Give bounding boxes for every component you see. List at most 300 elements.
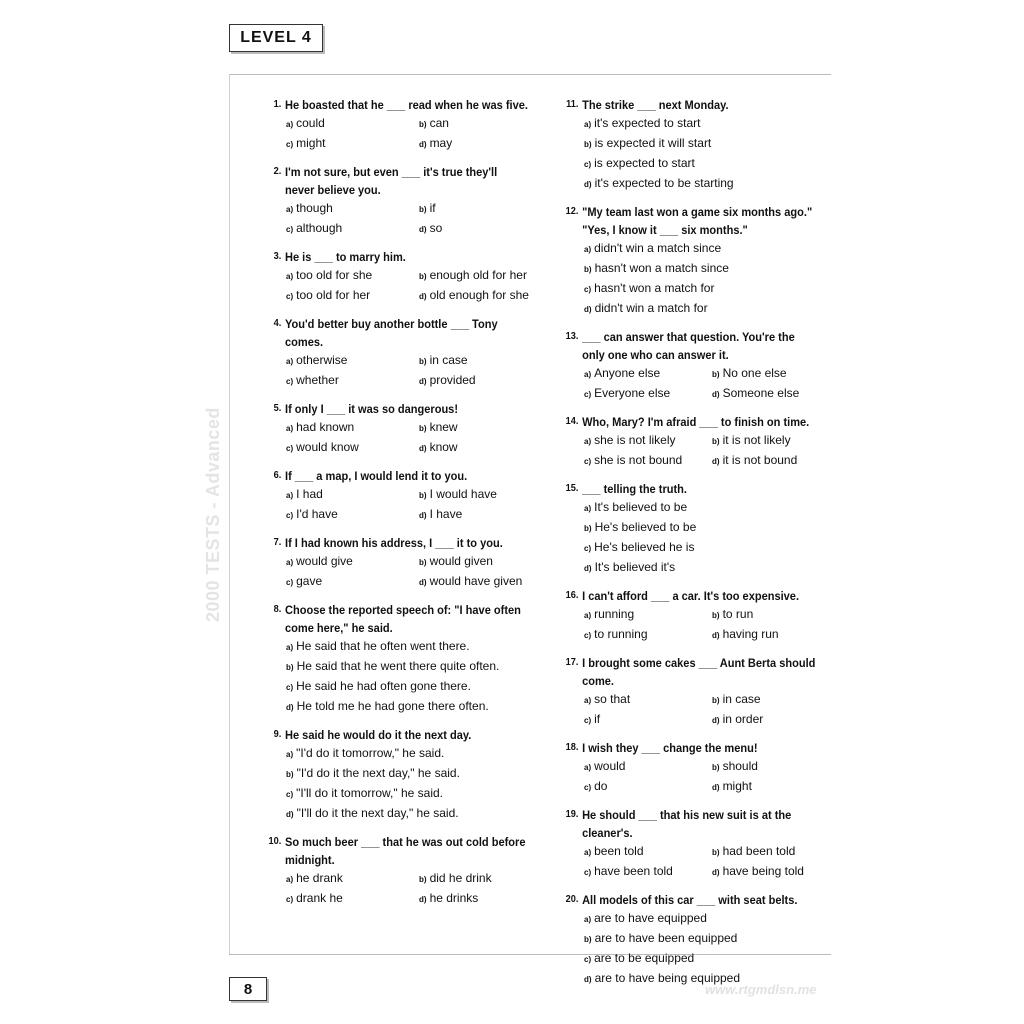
answer-option	[584, 929, 840, 949]
option-letter: d)	[584, 975, 592, 984]
option-text: "I'll do it the next day," he said.	[296, 806, 459, 820]
question-number: 13.	[565, 331, 579, 342]
option-letter: c)	[584, 716, 592, 725]
question-item	[560, 480, 840, 578]
question-stem	[262, 534, 529, 552]
option-text: having run	[722, 627, 779, 641]
answer-option	[419, 134, 552, 154]
question-number: 7.	[273, 537, 282, 548]
option-letter: c)	[286, 225, 294, 234]
option-letter: a)	[286, 272, 294, 281]
option-letter: d)	[712, 868, 720, 877]
question-number: 8.	[273, 604, 282, 615]
answer-option	[584, 558, 840, 578]
option-letter: b)	[712, 696, 720, 705]
answer-option	[286, 889, 419, 909]
answer-option	[286, 286, 419, 306]
option-text: so that	[594, 692, 631, 706]
option-letter: c)	[584, 631, 592, 640]
option-letter: b)	[286, 663, 294, 672]
option-letter: a)	[286, 424, 294, 433]
question-stem	[560, 480, 818, 498]
answer-option	[286, 697, 552, 717]
option-letter: b)	[419, 205, 427, 214]
question-text: ___ can answer that question. You're the only one who can answer it.	[582, 330, 795, 362]
answer-option	[419, 219, 552, 239]
answer-option	[286, 572, 419, 592]
option-text: knew	[429, 420, 458, 434]
answer-option	[712, 862, 840, 882]
answer-options	[262, 199, 552, 239]
option-letter: c)	[584, 390, 592, 399]
option-text: know	[429, 440, 458, 454]
answer-option	[286, 744, 552, 764]
option-letter: d)	[712, 631, 720, 640]
option-text: might	[722, 779, 752, 793]
question-item	[262, 96, 552, 154]
option-text: hasn't won a match since	[594, 261, 729, 275]
question-text: So much beer ___ that he was out cold before midnight.	[285, 835, 526, 867]
option-letter: a)	[286, 491, 294, 500]
answer-option	[419, 485, 552, 505]
question-text: All models of this car ___ with seat belts.	[582, 893, 798, 907]
option-letter: c)	[286, 444, 294, 453]
answer-option	[286, 505, 419, 525]
option-text: too old for she	[296, 268, 373, 282]
footer-url: www.rtgmdlsn.me	[705, 982, 817, 997]
option-letter: d)	[419, 140, 427, 149]
question-text: You'd better buy another bottle ___ Tony comes.	[285, 317, 498, 349]
question-text: I'm not sure, but even ___ it's true they'll never believe you.	[285, 165, 498, 197]
option-text: if	[429, 201, 436, 215]
option-letter: c)	[584, 955, 592, 964]
question-item	[560, 328, 840, 404]
option-letter: d)	[419, 292, 427, 301]
answer-option	[286, 869, 419, 889]
question-number: 9.	[273, 729, 282, 740]
question-item	[262, 726, 552, 824]
answer-options	[262, 418, 552, 458]
option-text: I have	[429, 507, 463, 521]
option-text: "I'd do it the next day," he said.	[296, 766, 460, 780]
option-letter: b)	[419, 491, 427, 500]
answer-option	[419, 199, 552, 219]
option-text: would	[594, 759, 626, 773]
option-text: would give	[296, 554, 353, 568]
option-text: "I'd do it tomorrow," he said.	[296, 746, 445, 760]
option-text: have been told	[594, 864, 673, 878]
answer-options	[560, 498, 840, 578]
option-text: would know	[296, 440, 359, 454]
option-letter: d)	[584, 564, 592, 573]
answer-option	[286, 657, 552, 677]
option-text: can	[429, 116, 449, 130]
question-item	[560, 739, 840, 797]
option-text: she is not likely	[594, 433, 676, 447]
option-text: whether	[296, 373, 339, 387]
option-text: I had	[296, 487, 323, 501]
option-letter: b)	[419, 120, 427, 129]
question-item	[560, 654, 840, 730]
answer-option	[712, 451, 840, 471]
option-text: I would have	[429, 487, 497, 501]
answer-option	[584, 498, 840, 518]
question-text: I can't afford ___ a car. It's too expensive.	[582, 589, 800, 603]
answer-option	[712, 384, 840, 404]
option-letter: a)	[286, 558, 294, 567]
answer-option	[419, 552, 552, 572]
option-text: are to be equipped	[594, 951, 695, 965]
option-text: It's believed to be	[594, 500, 688, 514]
option-letter: d)	[712, 457, 720, 466]
answer-option	[286, 804, 552, 824]
answer-options	[262, 485, 552, 525]
question-stem	[262, 467, 529, 485]
option-text: too old for her	[296, 288, 371, 302]
option-text: she is not bound	[594, 453, 683, 467]
question-stem	[560, 413, 818, 431]
option-text: "I'll do it tomorrow," he said.	[296, 786, 443, 800]
option-letter: b)	[584, 140, 592, 149]
option-letter: d)	[286, 703, 294, 712]
option-text: enough old for her	[429, 268, 527, 282]
answer-options	[560, 690, 840, 730]
question-stem	[262, 726, 529, 744]
option-text: do	[594, 779, 608, 793]
option-letter: c)	[584, 457, 592, 466]
option-text: didn't win a match since	[594, 241, 722, 255]
option-letter: c)	[286, 377, 294, 386]
option-letter: d)	[712, 716, 720, 725]
answer-option	[286, 351, 419, 371]
option-text: it's expected to be starting	[594, 176, 734, 190]
option-text: it's expected to start	[594, 116, 701, 130]
question-stem	[560, 654, 818, 690]
question-stem	[560, 739, 818, 757]
answer-option	[584, 174, 840, 194]
option-letter: b)	[584, 935, 592, 944]
option-text: He said that he went there quite often.	[296, 659, 500, 673]
answer-option	[584, 949, 840, 969]
questions-column-right	[560, 96, 840, 998]
option-text: would have given	[429, 574, 523, 588]
answer-option	[584, 538, 840, 558]
option-letter: a)	[584, 915, 592, 924]
page-frame-left	[229, 74, 230, 954]
option-text: to run	[722, 607, 754, 621]
option-letter: b)	[712, 437, 720, 446]
question-number: 5.	[273, 403, 282, 414]
answer-option	[286, 219, 419, 239]
answer-option	[584, 710, 712, 730]
page-number: 8	[229, 977, 267, 1001]
answer-options	[262, 266, 552, 306]
question-stem	[262, 96, 529, 114]
question-item	[560, 891, 840, 989]
answer-option	[712, 625, 840, 645]
question-item	[262, 400, 552, 458]
answer-option	[584, 364, 712, 384]
answer-option	[584, 625, 712, 645]
question-number: 4.	[273, 318, 282, 329]
question-text: He boasted that he ___ read when he was five.	[285, 98, 528, 112]
question-item	[560, 203, 840, 319]
option-text: should	[722, 759, 758, 773]
answer-option	[584, 239, 840, 259]
question-number: 10.	[268, 836, 282, 847]
answer-options	[560, 605, 840, 645]
option-letter: a)	[286, 205, 294, 214]
option-text: it is not bound	[722, 453, 798, 467]
option-text: he drank	[296, 871, 343, 885]
option-text: had been told	[722, 844, 796, 858]
answer-option	[286, 552, 419, 572]
question-item	[262, 467, 552, 525]
answer-option	[584, 518, 840, 538]
option-text: to running	[594, 627, 648, 641]
option-letter: a)	[584, 611, 592, 620]
option-letter: b)	[419, 357, 427, 366]
option-letter: a)	[584, 696, 592, 705]
question-text: The strike ___ next Monday.	[582, 98, 729, 112]
question-item	[262, 315, 552, 391]
answer-option	[584, 862, 712, 882]
option-letter: b)	[419, 875, 427, 884]
option-text: been told	[594, 844, 644, 858]
question-stem	[560, 96, 818, 114]
question-item	[262, 248, 552, 306]
option-letter: d)	[419, 511, 427, 520]
answer-option	[286, 418, 419, 438]
question-text: He should ___ that his new suit is at the cleaner's.	[582, 808, 792, 840]
question-text: He said he would do it the next day.	[285, 728, 472, 742]
answer-option	[419, 266, 552, 286]
answer-option	[419, 351, 552, 371]
option-letter: a)	[286, 750, 294, 759]
option-text: in case	[722, 692, 761, 706]
answer-option	[419, 418, 552, 438]
option-letter: c)	[584, 783, 592, 792]
answer-options	[560, 909, 840, 989]
question-item	[262, 833, 552, 909]
option-letter: d)	[712, 390, 720, 399]
option-text: No one else	[722, 366, 787, 380]
question-text: If I had known his address, I ___ it to you.	[285, 536, 503, 550]
option-text: He's believed to be	[594, 520, 697, 534]
question-item	[262, 534, 552, 592]
question-text: ___ telling the truth.	[582, 482, 687, 496]
question-number: 19.	[565, 809, 579, 820]
answer-option	[584, 777, 712, 797]
option-letter: a)	[286, 643, 294, 652]
option-text: He said he had often gone there.	[296, 679, 471, 693]
question-number: 14.	[565, 416, 579, 427]
option-letter: a)	[584, 245, 592, 254]
option-letter: d)	[286, 810, 294, 819]
answer-options	[262, 869, 552, 909]
answer-option	[584, 134, 840, 154]
option-text: He told me he had gone there often.	[296, 699, 489, 713]
question-item	[560, 96, 840, 194]
question-stem	[262, 833, 529, 869]
answer-option	[286, 266, 419, 286]
option-text: it is not likely	[722, 433, 791, 447]
option-text: old enough for she	[429, 288, 529, 302]
option-letter: c)	[584, 868, 592, 877]
answer-option	[286, 677, 552, 697]
question-number: 6.	[273, 470, 282, 481]
answer-option	[712, 710, 840, 730]
answer-option	[712, 605, 840, 625]
option-letter: c)	[286, 511, 294, 520]
answer-option	[584, 299, 840, 319]
answer-option	[712, 757, 840, 777]
question-text: Choose the reported speech of: "I have often come here," he said.	[285, 603, 521, 635]
answer-options	[560, 114, 840, 194]
answer-option	[584, 757, 712, 777]
option-letter: a)	[584, 120, 592, 129]
option-text: so	[429, 221, 443, 235]
option-text: provided	[429, 373, 476, 387]
answer-option	[419, 505, 552, 525]
answer-option	[712, 364, 840, 384]
answer-option	[286, 438, 419, 458]
answer-options	[560, 842, 840, 882]
option-letter: b)	[419, 424, 427, 433]
question-stem	[560, 891, 818, 909]
book-title-sidebar: 2000 TESTS - Advanced	[203, 407, 223, 622]
option-text: did he drink	[429, 871, 492, 885]
question-number: 11.	[566, 99, 579, 110]
option-text: in order	[722, 712, 764, 726]
question-number: 20.	[565, 894, 579, 905]
option-letter: d)	[419, 225, 427, 234]
answer-options	[262, 351, 552, 391]
answer-option	[419, 869, 552, 889]
question-number: 1.	[273, 99, 282, 110]
option-letter: b)	[419, 272, 427, 281]
answer-option	[584, 384, 712, 404]
answer-option	[286, 134, 419, 154]
option-text: drank he	[296, 891, 343, 905]
question-text: "My team last won a game six months ago." "Yes, I know it ___ six months."	[582, 205, 813, 237]
answer-option	[419, 572, 552, 592]
option-letter: d)	[584, 305, 592, 314]
option-text: He's believed he is	[594, 540, 695, 554]
answer-options	[560, 757, 840, 797]
option-text: running	[594, 607, 635, 621]
question-text: If only I ___ it was so dangerous!	[285, 402, 459, 416]
option-text: I'd have	[296, 507, 338, 521]
option-letter: a)	[584, 370, 592, 379]
option-letter: c)	[286, 292, 294, 301]
question-item	[560, 806, 840, 882]
answer-option	[584, 279, 840, 299]
option-letter: a)	[584, 763, 592, 772]
answer-options	[262, 744, 552, 824]
question-stem	[262, 315, 529, 351]
option-text: are to have been equipped	[594, 931, 738, 945]
option-text: Everyone else	[594, 386, 671, 400]
option-letter: b)	[286, 770, 294, 779]
option-letter: a)	[584, 504, 592, 513]
answer-option	[419, 371, 552, 391]
answer-options	[262, 552, 552, 592]
option-letter: d)	[419, 377, 427, 386]
answer-option	[584, 154, 840, 174]
option-text: gave	[296, 574, 323, 588]
option-text: though	[296, 201, 333, 215]
option-letter: a)	[286, 357, 294, 366]
option-text: otherwise	[296, 353, 348, 367]
answer-option	[419, 286, 552, 306]
option-text: would given	[429, 554, 493, 568]
answer-option	[584, 909, 840, 929]
question-text: Who, Mary? I'm afraid ___ to finish on time.	[582, 415, 810, 429]
question-item	[262, 163, 552, 239]
question-stem	[262, 248, 529, 266]
question-item	[262, 601, 552, 717]
option-letter: a)	[584, 437, 592, 446]
option-letter: b)	[584, 265, 592, 274]
question-number: 16.	[565, 590, 579, 601]
question-text: I wish they ___ change the menu!	[582, 741, 758, 755]
answer-option	[584, 451, 712, 471]
option-text: is expected to start	[594, 156, 695, 170]
answer-options	[262, 114, 552, 154]
question-number: 17.	[565, 657, 579, 668]
answer-option	[712, 842, 840, 862]
question-stem	[560, 328, 818, 364]
answer-option	[419, 114, 552, 134]
option-letter: c)	[286, 895, 294, 904]
option-text: might	[296, 136, 326, 150]
option-text: could	[296, 116, 325, 130]
option-letter: d)	[419, 895, 427, 904]
option-text: he drinks	[429, 891, 479, 905]
answer-option	[584, 431, 712, 451]
option-letter: a)	[584, 848, 592, 857]
answer-option	[286, 485, 419, 505]
question-text: I brought some cakes ___ Aunt Berta should come.	[582, 656, 816, 688]
option-letter: b)	[419, 558, 427, 567]
option-text: are to have being equipped	[594, 971, 741, 985]
option-letter: c)	[286, 140, 294, 149]
answer-option	[584, 259, 840, 279]
answer-option	[584, 690, 712, 710]
answer-option	[286, 371, 419, 391]
option-text: although	[296, 221, 343, 235]
answer-option	[286, 637, 552, 657]
answer-option	[712, 431, 840, 451]
option-letter: b)	[712, 848, 720, 857]
question-stem	[560, 587, 818, 605]
question-number: 3.	[273, 251, 282, 262]
question-stem	[262, 400, 529, 418]
answer-option	[584, 114, 840, 134]
answer-option	[286, 199, 419, 219]
option-text: is expected it will start	[594, 136, 712, 150]
answer-option	[286, 114, 419, 134]
answer-options	[262, 637, 552, 717]
option-letter: c)	[584, 285, 592, 294]
option-letter: c)	[286, 683, 294, 692]
answer-options	[560, 364, 840, 404]
answer-options	[560, 239, 840, 319]
question-stem	[262, 163, 529, 199]
option-letter: b)	[712, 370, 720, 379]
answer-option	[712, 690, 840, 710]
